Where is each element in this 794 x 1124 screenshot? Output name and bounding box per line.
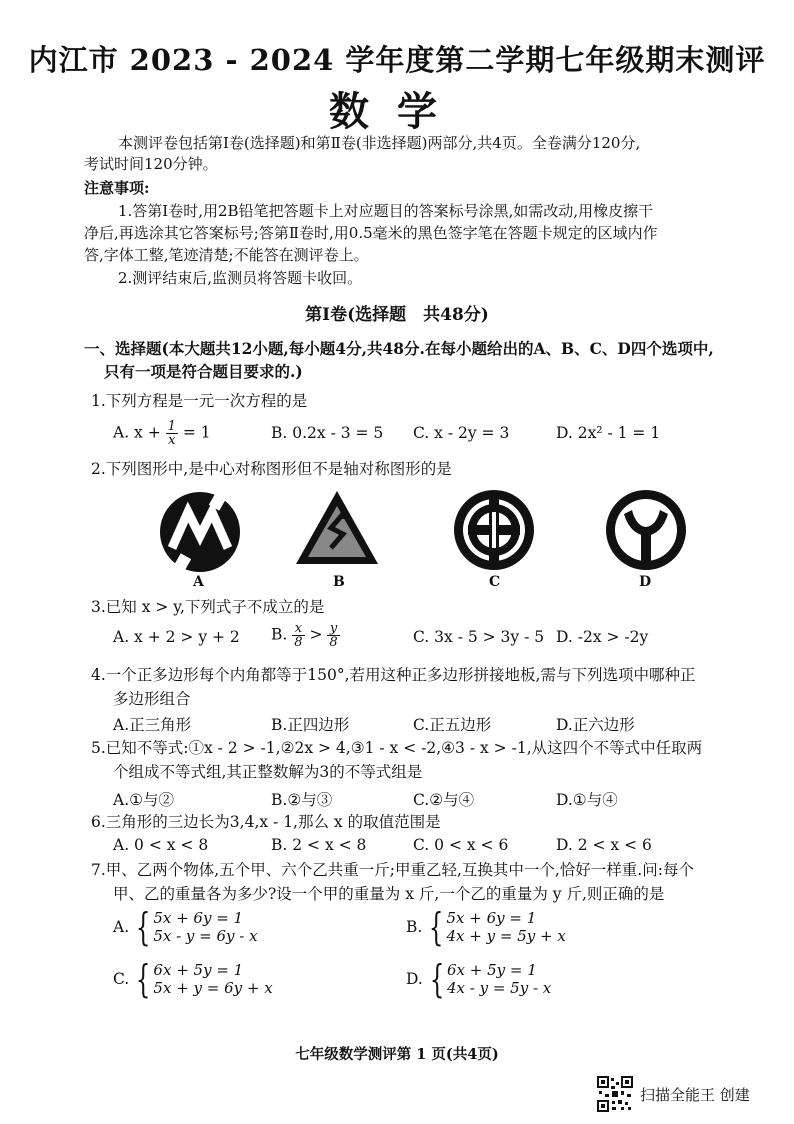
q7-option-d-eq-1: 6x + 5y = 1 — [447, 961, 537, 979]
q4-option-d: D.正六边形 — [556, 716, 635, 734]
q7-option-a-eq-1: 5x + 6y = 1 — [153, 909, 244, 927]
q7-option-d — [406, 957, 552, 1001]
scanner-watermark: 扫描全能王 创建 — [640, 1086, 750, 1104]
intro-line-1: 本测评卷包括第Ⅰ卷(选择题)和第Ⅱ卷(非选择题)两部分,共4页。全卷满分120分, — [118, 134, 641, 152]
q7-option-b-brace: { — [429, 905, 444, 949]
q1-option-b: B. 0.2x - 3 = 5 — [271, 424, 384, 442]
q2-label-c: C — [489, 574, 501, 590]
q7-option-c-eq-1: 6x + 5y = 1 — [153, 961, 244, 979]
notes-item-2: 2.测评结束后,监测员将答题卡收回。 — [118, 269, 363, 287]
notes-item-1-line-1: 1.答第Ⅰ卷时,用2B铅笔把答题卡上对应题目的答案标号涂黑,如需改动,用橡皮擦干 — [118, 202, 654, 220]
q3-option-b-den-2: 8 — [329, 635, 338, 650]
intro-line-2: 考试时间120分钟。 — [84, 155, 218, 173]
q6-option-d: D. 2 < x < 6 — [556, 836, 652, 854]
q3-option-b-den-1: 8 — [294, 635, 303, 650]
q2-label-b: B — [333, 574, 345, 590]
subject-title: 数学 — [329, 88, 465, 135]
q5-option-d: D.①与④ — [556, 791, 618, 809]
q3-option-b-gt: > — [309, 625, 323, 644]
q4-option-a: A.正三角形 — [113, 716, 192, 734]
q7-option-b — [406, 905, 566, 949]
q1-option-a-prefix: A. x + — [113, 423, 161, 442]
q6-option-b: B. 2 < x < 8 — [271, 836, 367, 854]
q6-stem: 6.三角形的三边长为3,4,x - 1,那么 x 的取值范围是 — [91, 813, 441, 831]
q3-option-b-num-1: x — [292, 622, 304, 636]
q7-option-d-brace: { — [429, 957, 445, 1001]
q1-option-c: C. x - 2y = 3 — [413, 424, 510, 442]
q3-option-a: A. x + 2 > y + 2 — [113, 628, 240, 646]
q7-option-b-eq-1: 5x + 6y = 1 — [446, 909, 537, 927]
page-footer: 七年级数学测评第 1 页(共4页) — [295, 1046, 499, 1063]
exam-title: 内江市 2023 - 2024 学年度第二学期七年级期末测评 — [28, 43, 766, 77]
section-1-heading: 第Ⅰ卷(选择题 共48分) — [305, 305, 489, 325]
q5-stem-line-2: 个组成不等式组,其正整数解为3的不等式组是 — [113, 763, 423, 781]
q4-option-b: B.正四边形 — [271, 716, 350, 734]
q7-option-d-label: D. — [406, 970, 423, 988]
q2-stem: 2.下列图形中,是中心对称图形但不是轴对称图形的是 — [91, 460, 452, 478]
q7-option-b-eq-2: 4x + y = 5y + x — [446, 927, 566, 945]
q2-figure-b — [293, 488, 381, 568]
q3-option-b — [271, 622, 340, 649]
q3-option-b-prefix: B. — [271, 625, 288, 644]
notes-item-1-line-2: 净后,再选涂其它答案标号;答第Ⅱ卷时,用0.5毫米的黑色签字笔在答题卡规定的区域内作 — [84, 224, 658, 242]
q3-option-d: D. -2x > -2y — [556, 628, 649, 646]
q7-option-a-brace: { — [135, 905, 151, 949]
q7-option-c-label: C. — [113, 970, 130, 988]
q3-option-c: C. 3x - 5 > 3y - 5 — [413, 628, 545, 646]
q1-stem: 1.下列方程是一元一次方程的是 — [91, 392, 308, 410]
q3-option-b-fraction-1 — [292, 622, 304, 649]
section-1-instruction-line-2: 只有一项是符合题目要求的.) — [104, 362, 303, 381]
q1-option-a-numerator: 1 — [167, 419, 176, 434]
q7-stem-line-1: 7.甲、乙两个物体,五个甲、六个乙共重一斤;甲重乙轻,互换其中一个,恰好一样重.问:每个 — [91, 861, 694, 879]
q2-label-a: A — [193, 574, 204, 590]
q2-figure-d — [604, 488, 688, 572]
q5-stem-line-1: 5.已知不等式:①x - 2 > -1,②2x > 4,③1 - x < -2,④3 - x > -1,从这四个不等式中任取两 — [91, 739, 703, 757]
q6-option-a: A. 0 < x < 8 — [113, 836, 209, 854]
q4-stem-line-1: 4.一个正多边形每个内角都等于150°,若用这种正多边形拼接地板,需与下列选项中哪种正 — [91, 666, 696, 684]
q3-stem: 3.已知 x > y,下列式子不成立的是 — [91, 598, 325, 616]
q5-option-b: B.②与③ — [271, 791, 333, 809]
q1-option-d: D. 2x² - 1 = 1 — [556, 424, 661, 442]
qr-code-icon — [597, 1076, 633, 1112]
q7-option-c-eq-2: 5x + y = 6y + x — [153, 979, 273, 997]
q2-label-d: D — [639, 574, 652, 590]
q4-stem-line-2: 多边形组合 — [113, 690, 191, 708]
q7-stem-line-2: 甲、乙的重量各为多少?设一个甲的重量为 x 斤,一个乙的重量为 y 斤,则正确的是 — [113, 885, 665, 903]
q5-option-a: A.①与② — [113, 791, 175, 809]
q1-option-a — [113, 420, 211, 447]
q1-option-a-fraction — [166, 420, 178, 447]
q7-option-a — [113, 905, 258, 949]
q4-option-c: C.正五边形 — [413, 716, 492, 734]
q1-option-a-suffix: = 1 — [182, 423, 211, 442]
q2-figure-c — [452, 488, 536, 572]
q7-option-c-brace: { — [136, 957, 151, 1001]
q7-option-d-eq-2: 4x - y = 5y - x — [447, 979, 552, 997]
q1-option-a-denominator: x — [168, 433, 176, 448]
q2-figure-a — [158, 490, 242, 574]
q3-option-b-fraction-2 — [327, 622, 339, 649]
q5-option-c: C.②与④ — [413, 791, 475, 809]
section-1-instruction-line-1: 一、选择题(本大题共12小题,每小题4分,共48分.在每小题给出的A、B、C、D四个选项中, — [84, 339, 714, 358]
q3-option-b-num-2: y — [327, 622, 339, 636]
notes-heading: 注意事项: — [84, 179, 150, 197]
q7-option-a-label: A. — [113, 918, 130, 936]
q7-option-b-label: B. — [406, 918, 423, 936]
q6-option-c: C. 0 < x < 6 — [413, 836, 509, 854]
notes-item-1-line-3: 答,字体工整,笔迹清楚;不能答在测评卷上。 — [84, 246, 369, 264]
q7-option-a-eq-2: 5x - y = 6y - x — [153, 927, 258, 945]
q7-option-c — [113, 957, 273, 1001]
